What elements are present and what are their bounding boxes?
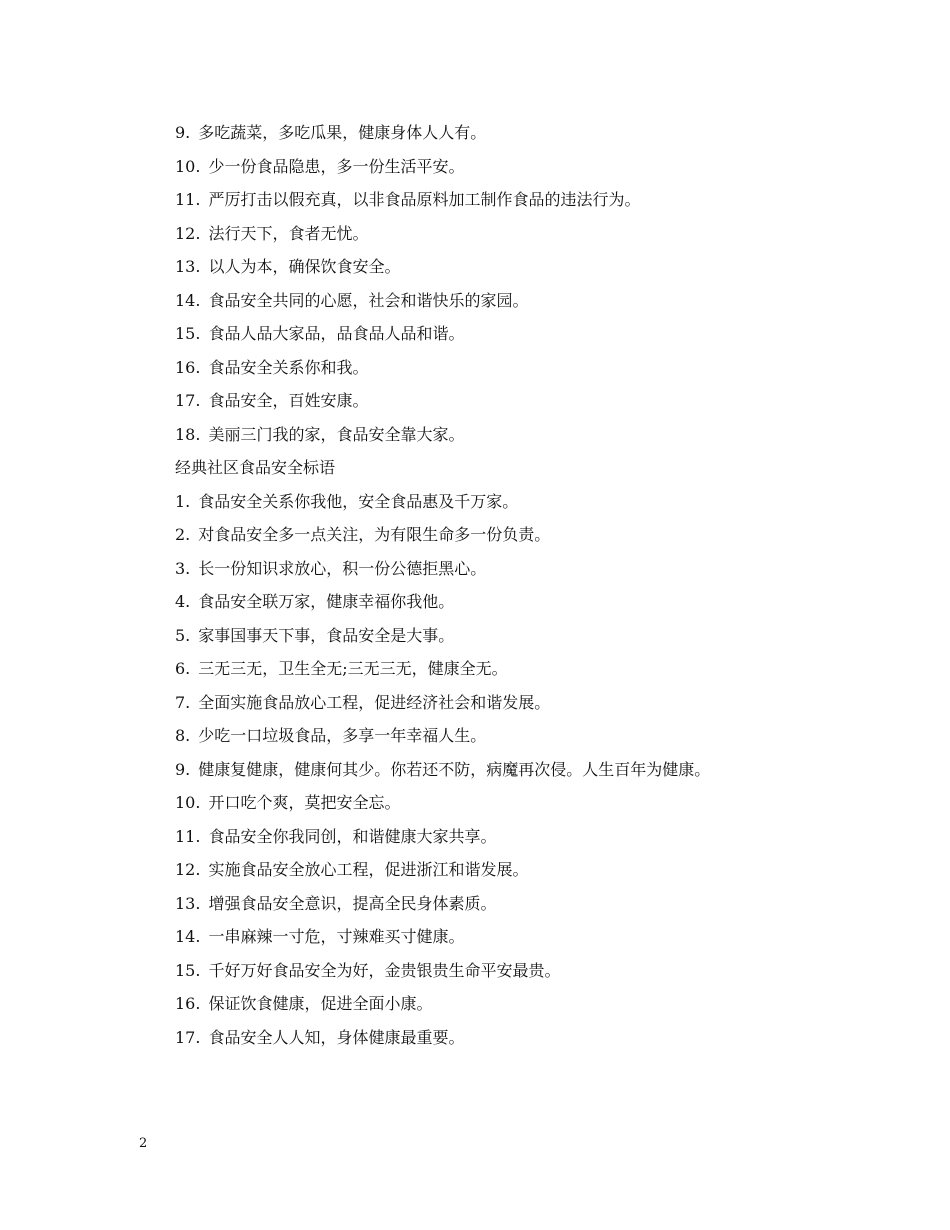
section-heading — [175, 451, 875, 485]
item-number: 13. — [175, 893, 201, 913]
item-text: 美丽三门我的家，食品安全靠大家。 — [208, 424, 465, 444]
item-number: 15. — [175, 960, 201, 980]
list-item — [175, 485, 875, 519]
list-item — [175, 686, 875, 720]
item-number: 5. — [175, 625, 191, 645]
item-text: 对食品安全多一点关注，为有限生命多一份负责。 — [198, 525, 551, 544]
list-item — [175, 250, 875, 284]
item-text: 食品安全人人知，身体健康最重要。 — [208, 1027, 465, 1047]
list-item — [175, 753, 875, 787]
item-text: 严厉打击以假充真，以非食品原料加工制作食品的违法行为。 — [208, 190, 641, 209]
list-item — [175, 284, 875, 318]
item-number: 11. — [175, 190, 201, 209]
list-item — [175, 585, 875, 619]
item-number: 4. — [175, 592, 191, 611]
page-number: 2 — [139, 1136, 148, 1151]
item-number: 8. — [175, 726, 191, 745]
list-item — [175, 920, 875, 954]
item-number: 12. — [175, 860, 201, 879]
item-number: 9. — [175, 123, 191, 142]
item-number: 17. — [175, 1027, 201, 1047]
item-number: 7. — [175, 692, 191, 712]
item-number: 14. — [175, 290, 201, 310]
item-text: 健康复健康，健康何其少。你若还不防，病魔再次侵。人生百年为健康。 — [198, 759, 711, 779]
list-item — [175, 619, 875, 653]
item-number: 16. — [175, 357, 201, 377]
list-item — [175, 853, 875, 887]
item-number: 2. — [175, 525, 191, 544]
slogan-list — [175, 116, 875, 1054]
item-text: 少吃一口垃圾食品，多享一年幸福人生。 — [198, 726, 487, 745]
item-text: 食品安全联万家，健康幸福你我他。 — [198, 592, 455, 611]
item-number: 10. — [175, 156, 201, 176]
item-number: 14. — [175, 927, 201, 946]
list-item — [175, 987, 875, 1021]
list-item — [175, 820, 875, 854]
item-number: 18. — [175, 424, 201, 444]
list-item — [175, 217, 875, 251]
item-number: 3. — [175, 558, 191, 578]
item-text: 长一份知识求放心，积一份公德拒黑心。 — [198, 558, 487, 578]
item-number: 15. — [175, 324, 201, 343]
list-item — [175, 418, 875, 452]
list-item — [175, 384, 875, 418]
list-item — [175, 652, 875, 686]
item-text: 开口吃个爽，莫把安全忘。 — [208, 793, 401, 812]
item-text: 千好万好食品安全为好，金贵银贵生命平安最贵。 — [208, 960, 561, 980]
list-item — [175, 518, 875, 552]
item-number: 6. — [175, 659, 191, 678]
item-text: 增强食品安全意识，提高全民身体素质。 — [208, 893, 497, 913]
list-item — [175, 954, 875, 988]
list-item — [175, 719, 875, 753]
item-number: 17. — [175, 391, 201, 410]
item-text: 一串麻辣一寸危，寸辣难买寸健康。 — [208, 927, 465, 946]
list-item — [175, 183, 875, 217]
item-text: 食品安全关系你和我。 — [208, 357, 369, 377]
item-number: 13. — [175, 257, 201, 276]
list-item — [175, 116, 875, 150]
item-text: 食品安全你我同创，和谐健康大家共享。 — [208, 826, 497, 846]
list-item — [175, 317, 875, 351]
list-item — [175, 887, 875, 921]
item-number: 16. — [175, 994, 201, 1013]
list-item — [175, 1021, 875, 1055]
item-text: 食品安全关系你我他，安全食品惠及千万家。 — [198, 491, 519, 511]
item-text: 少一份食品隐患，多一份生活平安。 — [208, 156, 465, 176]
list-item — [175, 552, 875, 586]
item-text: 食品人品大家品，品食品人品和谐。 — [208, 324, 465, 343]
item-number: 10. — [175, 793, 201, 812]
item-text: 保证饮食健康，促进全面小康。 — [208, 994, 433, 1013]
item-text: 食品安全，百姓安康。 — [208, 391, 369, 410]
list-item — [175, 351, 875, 385]
item-text: 三无三无，卫生全无;三无三无，健康全无。 — [198, 659, 508, 678]
item-text: 食品安全共同的心愿，社会和谐快乐的家园。 — [208, 290, 529, 310]
item-number: 9. — [175, 759, 191, 779]
item-text: 实施食品安全放心工程，促进浙江和谐发展。 — [208, 860, 529, 879]
item-text: 多吃蔬菜，多吃瓜果，健康身体人人有。 — [198, 123, 487, 142]
item-text: 以人为本，确保饮食安全。 — [208, 257, 401, 276]
section-heading-text: 经典社区食品安全标语 — [175, 458, 336, 477]
item-number: 1. — [175, 491, 191, 511]
item-text: 全面实施食品放心工程，促进经济社会和谐发展。 — [198, 692, 551, 712]
item-text: 家事国事天下事，食品安全是大事。 — [198, 625, 455, 645]
list-item — [175, 786, 875, 820]
item-number: 11. — [175, 826, 201, 846]
item-number: 12. — [175, 223, 201, 243]
item-text: 法行天下，食者无忧。 — [208, 223, 369, 243]
list-item — [175, 150, 875, 184]
